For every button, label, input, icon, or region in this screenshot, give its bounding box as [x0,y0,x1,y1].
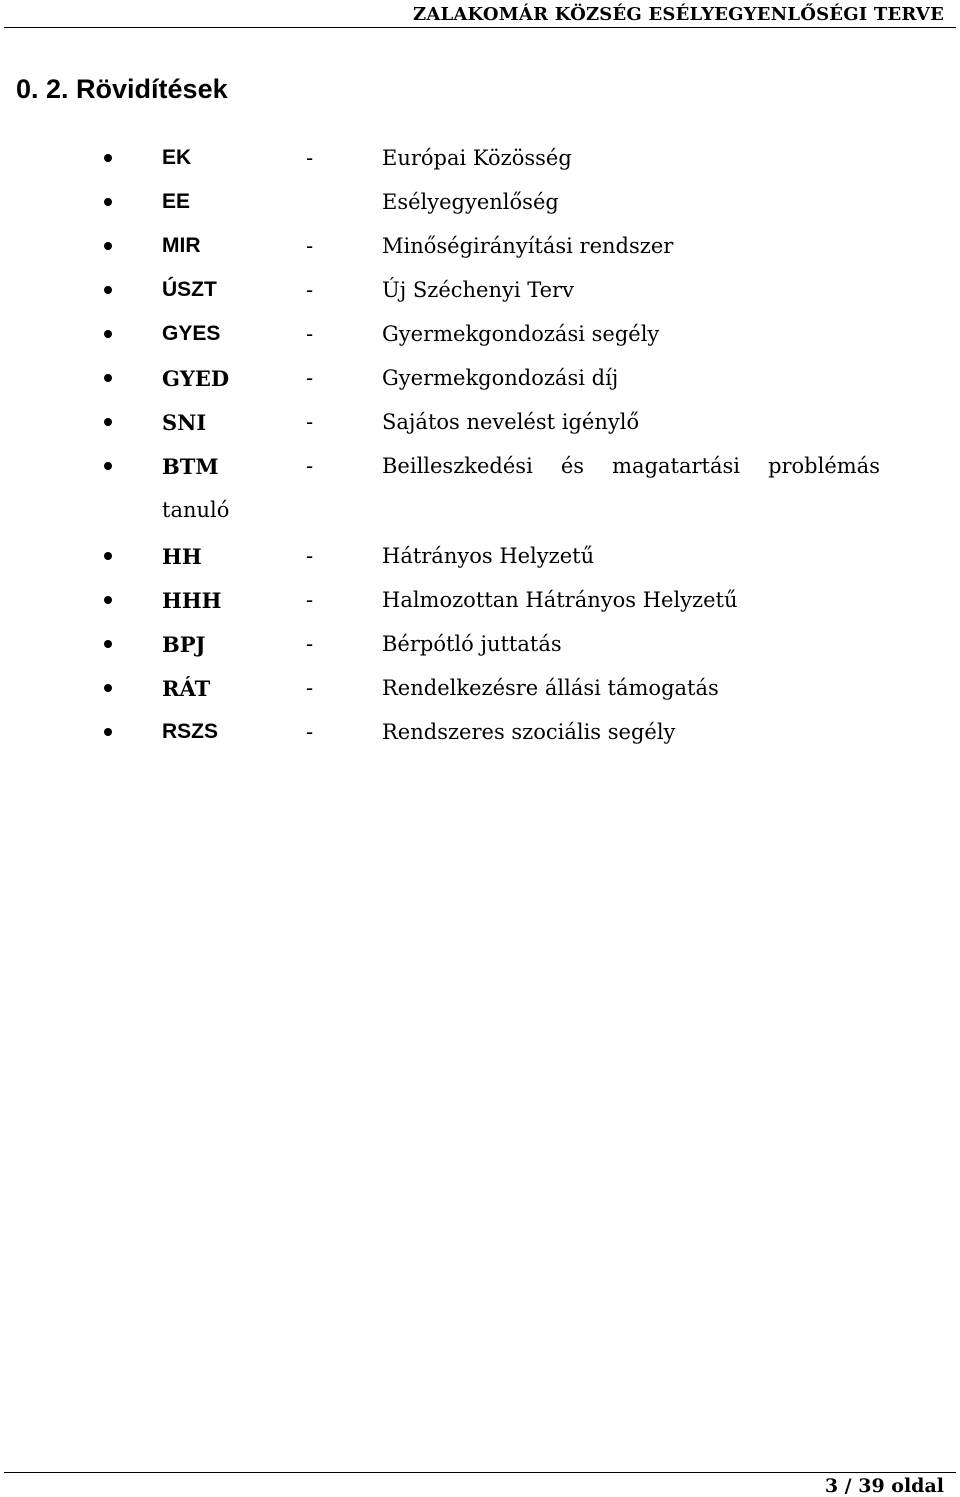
separator-dash: - [306,146,314,170]
abbreviation: BTM [162,454,219,479]
bullet-icon [104,242,112,250]
separator-dash: - [306,632,314,656]
abbreviation: MIR [162,234,201,257]
list-item-uszt [0,272,960,316]
abbreviation: RSZS [162,720,219,743]
list-item-rszs [0,714,960,758]
separator-dash: - [306,544,314,568]
list-item-hhh [0,582,960,626]
abbreviation: GYES [162,322,221,345]
abbreviation: HH [162,544,202,569]
bullet-icon [104,728,112,736]
separator-dash: - [306,366,314,390]
bullet-icon [104,374,112,382]
bullet-icon [104,552,112,560]
list-item-btm [0,448,960,538]
header-divider [4,27,956,28]
abbreviation: SNI [162,410,207,435]
list-item-gyes [0,316,960,360]
separator-dash: - [306,676,314,700]
separator-dash: - [306,588,314,612]
abbreviation: RÁT [162,676,211,701]
abbreviation: BPJ [162,632,206,657]
bullet-icon [104,286,112,294]
bullet-icon [104,684,112,692]
meaning-continuation: tanuló [162,498,230,522]
abbreviation-meaning: Új Széchenyi Terv [382,278,574,302]
abbreviation-meaning: Bérpótló juttatás [382,632,562,656]
abbreviation-meaning: Gyermekgondozási segély [382,322,660,346]
bullet-icon [104,154,112,162]
abbreviation-meaning: Halmozottan Hátrányos Helyzetű [382,588,738,612]
bullet-icon [104,198,112,206]
bullet-icon [104,640,112,648]
section-heading: 0. 2. Rövidítések [16,74,228,104]
separator-dash: - [306,410,314,434]
abbreviation-meaning: Rendelkezésre állási támogatás [382,676,719,700]
abbreviation: EK [162,146,192,169]
meaning-word: problémás [768,454,880,478]
footer-divider [4,1472,956,1473]
abbreviation-list [0,140,960,758]
abbreviation-meaning [382,454,880,478]
abbreviation-meaning: Európai Közösség [382,146,572,170]
meaning-word: Beilleszkedési [382,454,533,478]
list-item-rat [0,670,960,714]
bullet-icon [104,596,112,604]
list-item-sni [0,404,960,448]
meaning-word: és [560,454,585,478]
list-item-bpj [0,626,960,670]
document-title: ZALAKOMÁR KÖZSÉG ESÉLYEGYENLŐSÉGI TERVE [413,4,944,25]
abbreviation: ÚSZT [162,278,217,301]
page-header [0,0,960,28]
bullet-icon [104,462,112,470]
list-item-ee [0,184,960,228]
abbreviation-meaning: Esélyegyenlőség [382,190,559,214]
list-item-ek [0,140,960,184]
separator-dash: - [306,720,314,744]
abbreviation-meaning: Hátrányos Helyzetű [382,544,595,568]
list-item-hh [0,538,960,582]
abbreviation-meaning: Sajátos nevelést igénylő [382,410,640,434]
abbreviation-meaning: Rendszeres szociális segély [382,720,676,744]
bullet-icon [104,418,112,426]
meaning-word: magatartási [612,454,740,478]
abbreviation-meaning: Gyermekgondozási díj [382,366,619,390]
abbreviation: HHH [162,588,222,613]
separator-dash: - [306,278,314,302]
bullet-icon [104,330,112,338]
list-item-gyed [0,360,960,404]
abbreviation-meaning: Minőségirányítási rendszer [382,234,674,258]
separator-dash: - [306,234,314,258]
abbreviation: EE [162,190,191,213]
separator-dash: - [306,322,314,346]
list-item-mir [0,228,960,272]
abbreviation: GYED [162,366,230,391]
page-number: 3 / 39 oldal [824,1475,944,1497]
separator-dash: - [306,454,314,478]
